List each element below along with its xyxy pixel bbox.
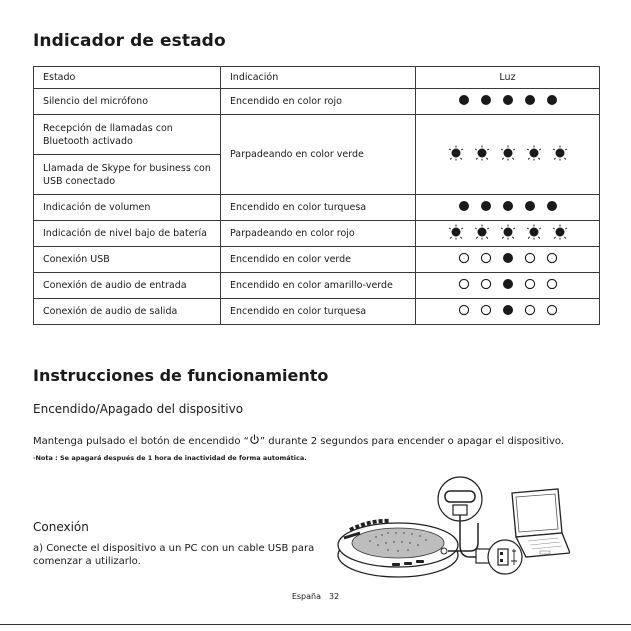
laptop-image [512,489,570,557]
led-blink [552,145,568,161]
note-text: ·Nota : Se apagará después de 1 hora de inactividad de forma automática. [33,454,307,462]
table-header-row [34,67,600,89]
led-solid [546,200,558,212]
row-estado: Conexión de audio de entrada [34,273,221,299]
led-solid [480,94,492,106]
table-row [34,299,600,325]
connection-illustration [330,475,570,589]
led-blink [448,145,464,161]
row-estado: Conexión USB [34,247,221,273]
light-indicator [416,299,600,325]
header-luz: Luz [416,67,600,89]
light-indicator [416,195,600,221]
row-indicacion: Encendido en color amarillo-verde [221,273,416,299]
connection-instruction: a) Conecte el dispositivo a un PC con un cable USB para comenzar a utilizarlo. [33,543,315,567]
led-row [458,94,558,106]
led-solid [502,304,514,316]
led-off [480,304,492,316]
led-off [546,304,558,316]
table-row [34,115,600,155]
speakerphone-image [338,521,458,577]
led-blink [500,145,516,161]
row-indicacion: Encendido en color turquesa [221,195,416,221]
led-blink [474,145,490,161]
row-indicacion: Encendido en color turquesa [221,299,416,325]
led-solid [524,94,536,106]
status-table [33,66,600,325]
led-solid [502,94,514,106]
page-number: 32 [329,592,340,601]
row-indicacion: Encendido en color rojo [221,89,416,115]
led-blink [448,224,464,240]
led-off [458,304,470,316]
row-estado: Indicación de nivel bajo de batería [34,221,221,247]
led-blink [526,224,542,240]
light-indicator [416,115,600,195]
led-row [458,200,558,212]
led-off [546,252,558,264]
led-off [546,278,558,290]
usb-a-plug-image [460,540,522,574]
row-estado: Llamada de Skype for business con USB conectado [34,155,221,195]
row-estado: Silencio del micrófono [34,89,221,115]
led-off [458,278,470,290]
led-row [458,252,558,264]
table-row [34,221,600,247]
led-off [524,278,536,290]
row-estado: Recepción de llamadas con Bluetooth activado [34,115,221,155]
table-row [34,195,600,221]
row-indicacion: Parpadeando en color verde [221,115,416,195]
section-title-instructions: Instrucciones de funcionamiento [33,366,329,385]
led-solid [546,94,558,106]
led-solid [502,252,514,264]
led-row [448,224,568,240]
subsection-title-connection: Conexión [33,520,89,534]
led-row [448,145,568,161]
footer-country: España [291,592,321,601]
section-title-status: Indicador de estado [33,31,226,51]
row-indicacion: Parpadeando en color rojo [221,221,416,247]
led-row [458,304,558,316]
row-estado: Indicación de volumen [34,195,221,221]
power-icon [249,434,260,445]
led-blink [500,224,516,240]
led-off [524,304,536,316]
led-blink [552,224,568,240]
light-indicator [416,221,600,247]
page-footer [0,592,631,601]
led-solid [458,200,470,212]
led-blink [526,145,542,161]
led-off [480,278,492,290]
light-indicator [416,89,600,115]
led-solid [458,94,470,106]
row-estado: Conexión de audio de salida [34,299,221,325]
table-row [34,273,600,299]
led-solid [524,200,536,212]
power-text-after: ” durante 2 segundos para encender o apagar el dispositivo. [259,436,564,447]
led-solid [502,200,514,212]
header-indicacion: Indicación [221,67,416,89]
power-text-before: Mantenga pulsado el botón de encendido “ [33,436,249,447]
led-solid [480,200,492,212]
header-estado: Estado [34,67,221,89]
light-indicator [416,247,600,273]
bottom-divider [0,624,631,625]
power-instruction [33,434,564,447]
led-off [524,252,536,264]
led-solid [502,278,514,290]
led-row [458,278,558,290]
row-indicacion: Encendido en color verde [221,247,416,273]
table-row [34,247,600,273]
led-blink [474,224,490,240]
subsection-title-power: Encendido/Apagado del dispositivo [33,402,244,416]
led-off [480,252,492,264]
light-indicator [416,273,600,299]
table-row [34,89,600,115]
led-off [458,252,470,264]
